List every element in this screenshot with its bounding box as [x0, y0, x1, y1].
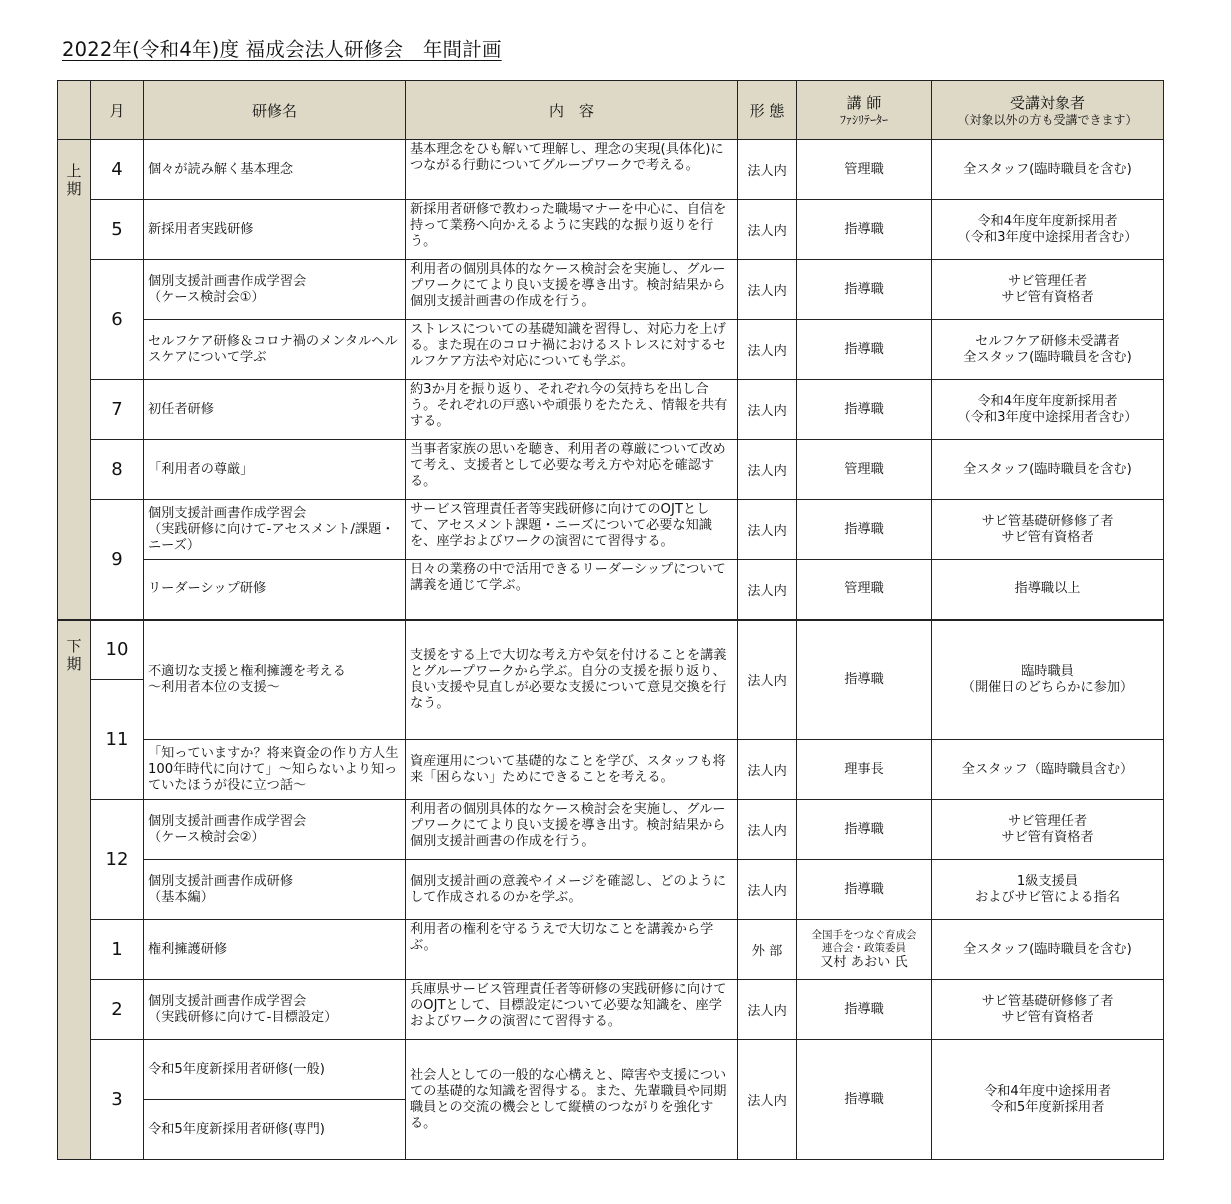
month-cell: 5 [91, 200, 144, 260]
lecturer-affiliation: 全国手をつなぐ育成会 連合会・政策委員 [811, 928, 917, 954]
training-content: 利用者の個別具体的なケース検討会を実施し、グループワークにてより良い支援を導き出す。検討結果から個別支援計画書の作成を行う。 [406, 260, 738, 320]
target-header: 受講対象者 （対象以外の方も受講できます） [932, 81, 1164, 140]
table-row [58, 200, 1164, 260]
training-name: 「利用者の尊厳」 [144, 440, 406, 500]
table-row [58, 920, 1164, 980]
table-row [58, 560, 1164, 620]
table-row [58, 320, 1164, 380]
training-content: 個別支援計画の意義やイメージを確認し、どのようにして作成されるのかを学ぶ。 [406, 860, 738, 920]
training-name: 個別支援計画書作成研修 （基本編） [144, 860, 406, 920]
table-row [58, 800, 1164, 860]
training-lecturer: 指導職 [797, 1040, 932, 1160]
training-lecturer: 管理職 [797, 440, 932, 500]
training-name: 「知っていますか？将来資金の作り方人生100年時代に向けて」～知らないより知っていたほうが役に立つ話～ [144, 740, 406, 800]
training-form: 法人内 [738, 140, 797, 200]
training-name: セルフケア研修＆コロナ禍のメンタルヘルスケアについて学ぶ [144, 320, 406, 380]
training-content: 新採用者研修で教わった職場マナーを中心に、自信を持って業務へ向かえるように実践的な振り返りを行う。 [406, 200, 738, 260]
month-cell: 11 [91, 680, 144, 800]
training-form: 法人内 [738, 560, 797, 620]
month-cell: 3 [91, 1040, 144, 1160]
training-target: サビ管理任者 サビ管有資格者 [932, 260, 1164, 320]
month-cell: 6 [91, 260, 144, 380]
training-content: サービス管理責任者等実践研修に向けてのOJTとして、アセスメント課題・ニーズについて必要な知識を、座学およびワークの演習にて習得する。 [406, 500, 738, 560]
training-name: 権利擁護研修 [144, 920, 406, 980]
training-target: 令和4年度中途採用者 令和5年度新採用者 [932, 1040, 1164, 1160]
training-target: 指導職以上 [932, 560, 1164, 620]
training-form: 法人内 [738, 320, 797, 380]
month-cell: 4 [91, 140, 144, 200]
period-second-half: 下 期 [58, 620, 91, 1160]
training-lecturer: 指導職 [797, 500, 932, 560]
training-content: ストレスについての基礎知識を習得し、対応力を上げる。また現在のコロナ禍におけるストレスに対するセルフケア方法や対応についても学ぶ。 [406, 320, 738, 380]
training-target: 全スタッフ(臨時職員を含む) [932, 140, 1164, 200]
training-content: 利用者の権利を守るうえで大切なことを講義から学ぶ。 [406, 920, 738, 980]
table-row [58, 980, 1164, 1040]
training-target: 1級支援員 およびサビ管による指名 [932, 860, 1164, 920]
period-header [58, 81, 91, 140]
table-row [58, 260, 1164, 320]
training-name: リーダーシップ研修 [144, 560, 406, 620]
training-form: 法人内 [738, 980, 797, 1040]
training-lecturer: 指導職 [797, 800, 932, 860]
training-name: 個々が読み解く基本理念 [144, 140, 406, 200]
month-cell: 8 [91, 440, 144, 500]
training-target: 臨時職員 （開催日のどちらかに参加） [932, 620, 1164, 740]
form-header: 形 態 [738, 81, 797, 140]
training-form: 法人内 [738, 500, 797, 560]
training-target: セルフケア研修未受講者 全スタッフ(臨時職員を含む) [932, 320, 1164, 380]
training-name: 令和5年度新採用者研修(一般) [144, 1040, 406, 1100]
training-lecturer: 管理職 [797, 560, 932, 620]
training-name: 個別支援計画書作成学習会 （実践研修に向けて-目標設定） [144, 980, 406, 1040]
name-header: 研修名 [144, 81, 406, 140]
training-name: 令和5年度新採用者研修(専門) [144, 1100, 406, 1160]
training-content: 日々の業務の中で活用できるリーダーシップについて講義を通じて学ぶ。 [406, 560, 738, 620]
annual-training-table [57, 80, 1164, 1160]
training-target: サビ管理任者 サビ管有資格者 [932, 800, 1164, 860]
month-cell: 12 [91, 800, 144, 920]
page-title: 2022年(令和4年)度 福成会法人研修会 年間計画 [62, 38, 502, 61]
training-target: 令和4年度年度新採用者 （令和3年度中途採用者含む） [932, 380, 1164, 440]
training-target: サビ管基礎研修修了者 サビ管有資格者 [932, 980, 1164, 1040]
training-lecturer: 指導職 [797, 380, 932, 440]
training-form: 法人内 [738, 440, 797, 500]
table-header-row [58, 81, 1164, 140]
training-content: 約3か月を振り返り、それぞれ今の気持ちを出し合う。それぞれの戸惑いや頑張りをたたえ、情報を共有する。 [406, 380, 738, 440]
table-row [58, 380, 1164, 440]
training-target: サビ管基礎研修修了者 サビ管有資格者 [932, 500, 1164, 560]
training-content: 基本理念をひも解いて理解し、理念の実現(具体化)につながる行動についてグループワークで考える。 [406, 140, 738, 200]
training-lecturer: 指導職 [797, 980, 932, 1040]
training-form: 法人内 [738, 200, 797, 260]
training-name: 新採用者実践研修 [144, 200, 406, 260]
period-first-half: 上 期 [58, 140, 91, 620]
training-name: 個別支援計画書作成学習会 （ケース検討会①） [144, 260, 406, 320]
lecturer-header: 講 師 ﾌｧｼﾘﾃｰﾀｰ [797, 81, 932, 140]
training-content: 当事者家族の思いを聴き、利用者の尊厳について改めて考え、支援者として必要な考え方や対応を確認する。 [406, 440, 738, 500]
month-cell: 1 [91, 920, 144, 980]
training-content: 利用者の個別具体的なケース検討会を実施し、グループワークにてより良い支援を導き出す。検討結果から個別支援計画書の作成を行う。 [406, 800, 738, 860]
training-lecturer: 指導職 [797, 320, 932, 380]
table-row [58, 440, 1164, 500]
month-cell: 7 [91, 380, 144, 440]
training-content: 資産運用について基礎的なことを学び、スタッフも将来「困らない」ためにできることを考える。 [406, 740, 738, 800]
training-target: 全スタッフ(臨時職員を含む) [932, 440, 1164, 500]
training-name: 個別支援計画書作成学習会 （ケース検討会②） [144, 800, 406, 860]
training-name: 不適切な支援と権利擁護を考える ～利用者本位の支援～ [144, 620, 406, 740]
training-target: 全スタッフ（臨時職員含む） [932, 740, 1164, 800]
training-lecturer: 指導職 [797, 860, 932, 920]
training-form: 法人内 [738, 620, 797, 740]
training-form: 法人内 [738, 800, 797, 860]
training-target: 令和4年度年度新採用者 （令和3年度中途採用者含む） [932, 200, 1164, 260]
training-lecturer: 指導職 [797, 260, 932, 320]
month-header: 月 [91, 81, 144, 140]
training-form: 法人内 [738, 380, 797, 440]
training-lecturer: 指導職 [797, 200, 932, 260]
month-cell: 9 [91, 500, 144, 620]
table-row [58, 740, 1164, 800]
training-form: 法人内 [738, 260, 797, 320]
content-header: 内 容 [406, 81, 738, 140]
training-content: 支援をする上で大切な考え方や気を付けることを講義とグループワークから学ぶ。自分の支援を振り返り、良い支援や見直しが必要な支援について意見交換を行なう。 [406, 620, 738, 740]
training-lecturer: 指導職 [797, 620, 932, 740]
month-cell: 2 [91, 980, 144, 1040]
table-row [58, 500, 1164, 560]
training-form: 法人内 [738, 860, 797, 920]
table-row [58, 1040, 1164, 1100]
table-row [58, 140, 1164, 200]
training-name: 初任者研修 [144, 380, 406, 440]
training-lecturer: 管理職 [797, 140, 932, 200]
table-row [58, 620, 1164, 680]
table-row [58, 860, 1164, 920]
training-form: 法人内 [738, 740, 797, 800]
training-form: 外 部 [738, 920, 797, 980]
training-lecturer [797, 920, 932, 980]
month-cell: 10 [91, 620, 144, 680]
training-form: 法人内 [738, 1040, 797, 1160]
lecturer-name: 又村 あおい 氏 [820, 954, 908, 970]
training-content: 兵庫県サービス管理責任者等研修の実践研修に向けてのOJTとして、目標設定について必要な知識を、座学およびワークの演習にて習得する。 [406, 980, 738, 1040]
training-lecturer: 理事長 [797, 740, 932, 800]
training-target: 全スタッフ(臨時職員を含む) [932, 920, 1164, 980]
training-content: 社会人としての一般的な心構えと、障害や支援についての基礎的な知識を習得する。また、先輩職員や同期職員との交流の機会として縦横のつながりを強化する。 [406, 1040, 738, 1160]
training-name: 個別支援計画書作成学習会 （実践研修に向けて-アセスメント/課題・ニーズ） [144, 500, 406, 560]
